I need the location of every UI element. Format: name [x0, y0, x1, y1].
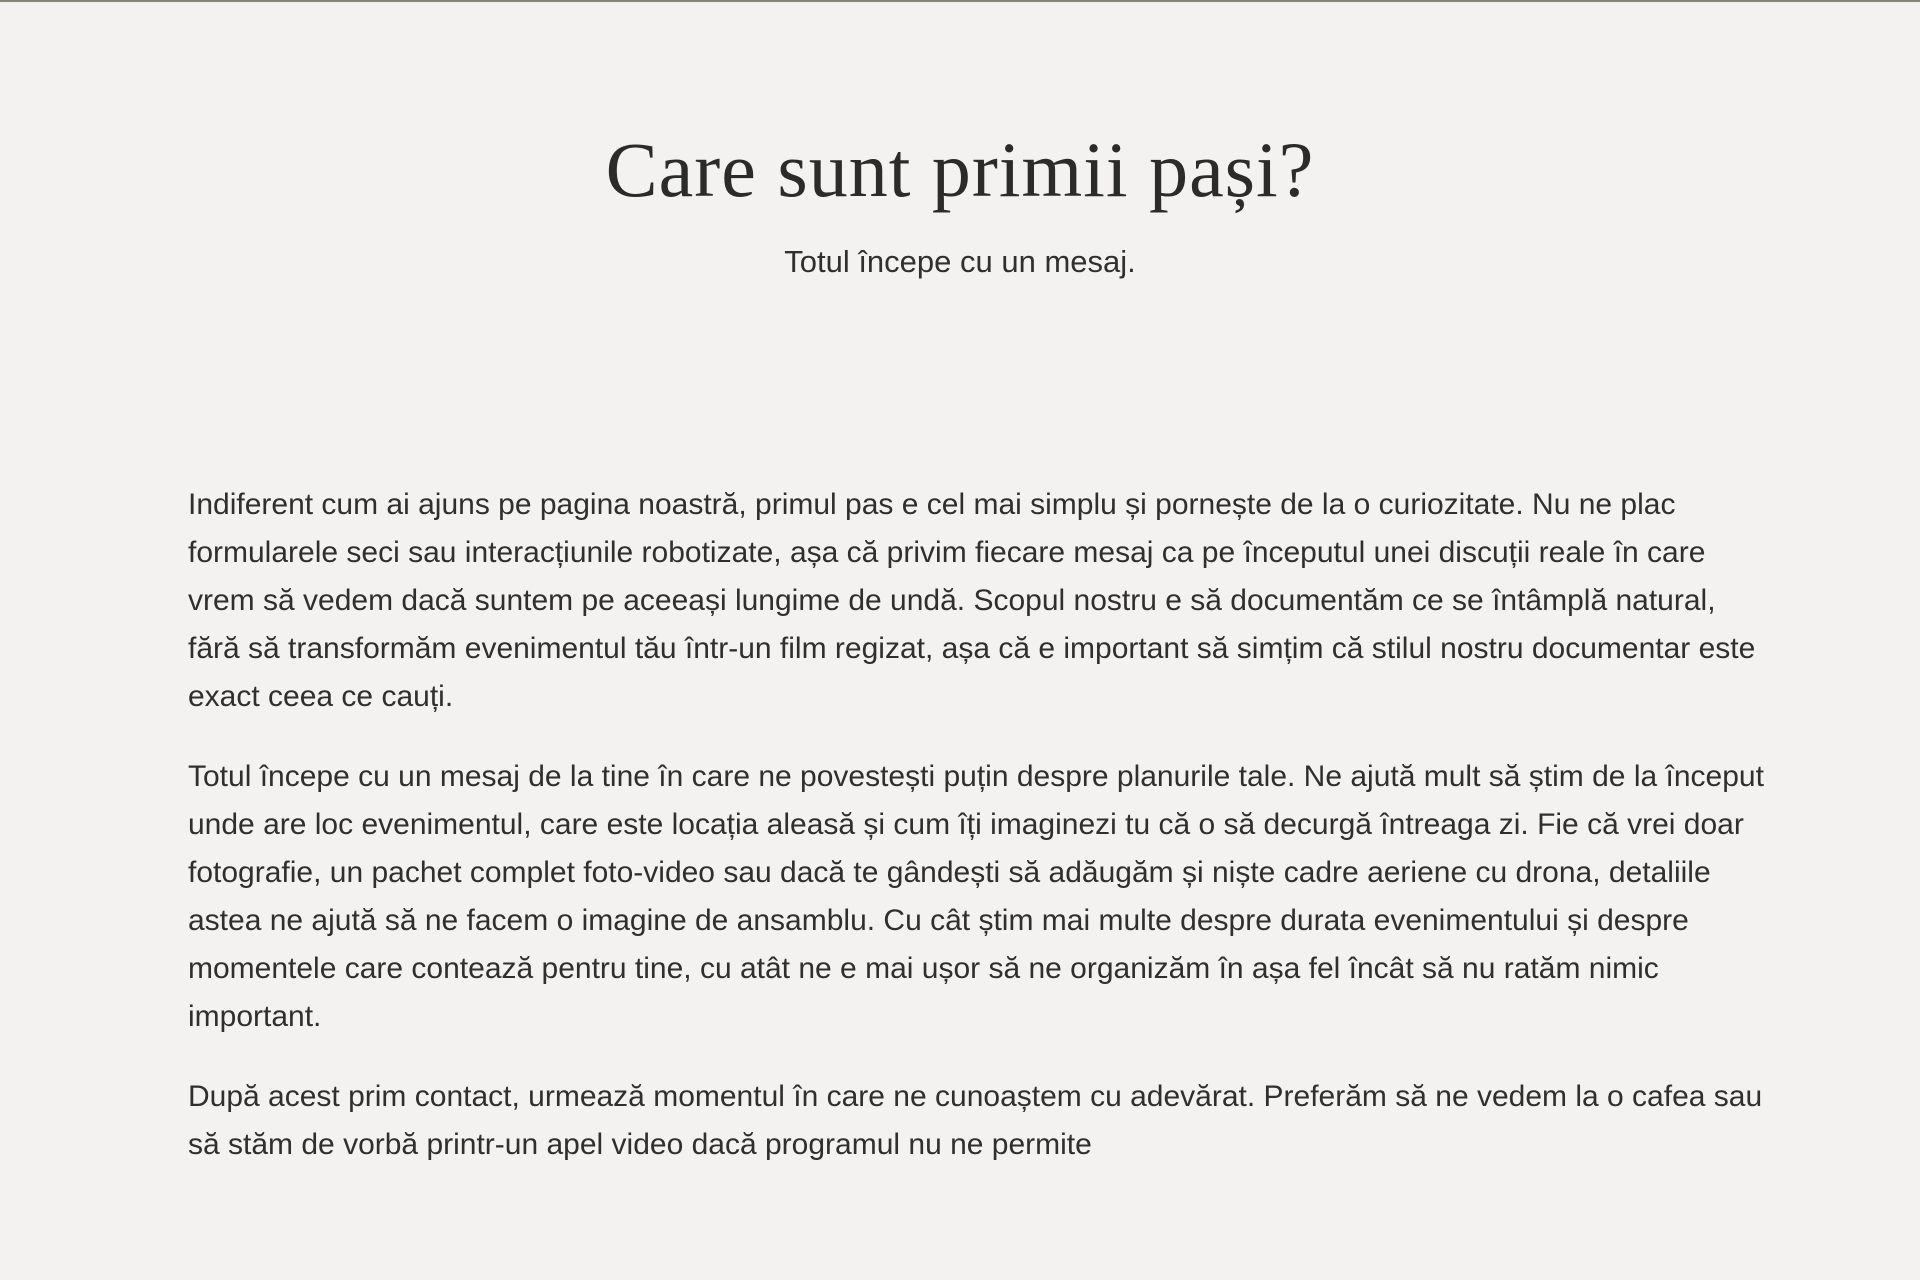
top-divider — [0, 0, 1920, 2]
page-subtitle: Totul începe cu un mesaj. — [784, 244, 1136, 279]
section-header — [0, 120, 1920, 282]
paragraph-3: După acest prim contact, urmează momentul în care ne cunoaștem cu adevărat. Preferăm să ne vedem la o cafea sau să stăm de vorbă printr-un apel video dacă programul nu ne permite — [188, 1080, 1763, 1161]
paragraph-2: Totul începe cu un mesaj de la tine în care ne povestești puțin despre planurile tale. Ne ajută mult să știm de la început unde are loc evenimentul, care este locația aleasă și cum îți imaginezi tu că o să decurgă întreaga zi. Fie că vrei doar fotografie, un pachet complet foto-video sau dacă te gândești să adăugăm și niște cadre aeriene cu drona, detaliile astea ne ajută să ne facem o imagine de ansamblu. Cu cât știm mai multe despre durata evenimentului și despre momentele care contează pentru tine, cu atât ne e mai ușor să ne organizăm în așa fel încât să nu ratăm nimic important. — [188, 760, 1764, 1033]
page-title: Care sunt primii pași? — [605, 126, 1315, 213]
paragraph-1: Indiferent cum ai ajuns pe pagina noastră, primul pas e cel mai simplu și pornește de la o curiozitate. Nu ne plac formularele seci sau interacțiunile robotizate, așa că privim fiecare mesaj ca pe începutul unei discuții reale în care vrem să vedem dacă suntem pe aceeași lungime de undă. Scopul nostru e să documentăm ce se întâmplă natural, fără să transformăm evenimentul tău într-un film regizat, așa că e important să simțim că stilul nostru documentar este exact ceea ce cauți. — [188, 488, 1756, 713]
article-body — [188, 481, 1768, 1201]
